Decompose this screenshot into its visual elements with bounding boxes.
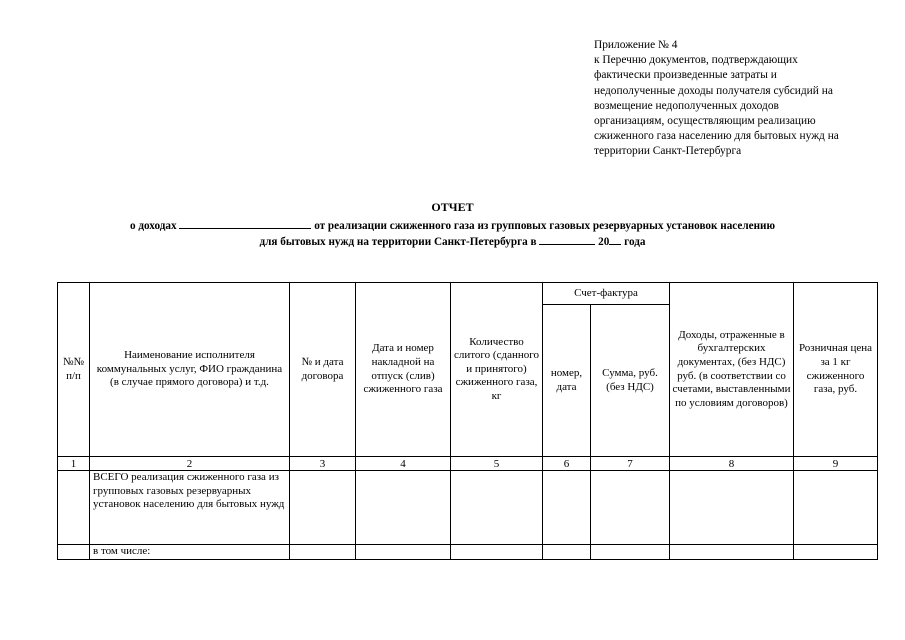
- table-cell: [543, 471, 591, 545]
- header-invoice-number: номер, дата: [543, 305, 591, 457]
- appendix-line: возмещение недополученных доходов: [594, 99, 779, 112]
- table-cell: [451, 471, 543, 545]
- row-including-label: в том числе:: [90, 545, 290, 560]
- appendix-line: Приложение № 4: [594, 39, 678, 51]
- report-line2-end: года: [624, 236, 646, 248]
- organization-blank: [179, 217, 311, 229]
- report-table: [57, 282, 878, 560]
- table-cell: [794, 471, 878, 545]
- year-blank: [609, 233, 621, 245]
- column-number: 9: [794, 457, 878, 471]
- appendix-line: к Перечню документов, подтверждающих: [594, 54, 798, 67]
- table-cell: [451, 545, 543, 560]
- report-line1-start: о доходах: [129, 220, 177, 232]
- report-year-prefix: 20: [598, 236, 610, 248]
- header-name: Наименование исполнителя коммунальных услуг, ФИО гражданина (в случае прямого договора) и т.д.: [90, 283, 290, 457]
- table-cell: [356, 545, 451, 560]
- column-number: 7: [591, 457, 670, 471]
- report-subtitle-line-2: [0, 233, 905, 250]
- report-line1-end: от реализации сжиженного газа из групповых газовых резервуарных установок населению: [314, 220, 776, 232]
- table-cell: [58, 471, 90, 545]
- table-cell: [591, 545, 670, 560]
- month-blank: [539, 233, 595, 245]
- column-number: 6: [543, 457, 591, 471]
- table-cell: [543, 545, 591, 560]
- table-cell: [794, 545, 878, 560]
- report-title: ОТЧЕТ: [431, 200, 474, 214]
- header-quantity: Количество слитого (сданного и принятого) сжиженного газа, кг: [451, 283, 543, 457]
- header-invoice-sum: Сумма, руб. (без НДС): [591, 305, 670, 457]
- table-cell: [290, 545, 356, 560]
- table-cell: [670, 471, 794, 545]
- column-number: 8: [670, 457, 794, 471]
- header-contract: № и дата договора: [290, 283, 356, 457]
- column-number: 4: [356, 457, 451, 471]
- column-number: 2: [90, 457, 290, 471]
- appendix-line: сжиженного газа населению для бытовых нужд на: [594, 130, 839, 143]
- row-total-label: ВСЕГО реализация сжиженного газа из групповых газовых резервуарных установок населению для бытовых нужд: [90, 471, 290, 545]
- appendix-line: недополученные доходы получателя субсидий на: [594, 84, 833, 97]
- column-number: 1: [58, 457, 90, 471]
- report-subtitle-line-1: [0, 217, 905, 234]
- appendix-line: организациям, осуществляющим реализацию: [594, 115, 816, 128]
- header-waybill: Дата и номер накладной на отпуск (слив) сжиженного газа: [356, 283, 451, 457]
- table-cell: [356, 471, 451, 545]
- report-line2-start: для бытовых нужд на территории Санкт-Петербурга в: [259, 236, 537, 248]
- appendix-note: [594, 38, 894, 160]
- column-number: 5: [451, 457, 543, 471]
- table-cell: [290, 471, 356, 545]
- header-income: Доходы, отраженные в бухгалтерских документах, (без НДС) руб. (в соответствии со счетами, выставленными по условиям договоров): [670, 283, 794, 457]
- header-num: №№ п/п: [58, 283, 90, 457]
- appendix-line: территории Санкт-Петербурга: [594, 145, 742, 158]
- header-price: Розничная цена за 1 кг сжиженного газа, руб.: [794, 283, 878, 457]
- appendix-line: фактически произведенные затраты и: [594, 69, 777, 82]
- table-cell: [670, 545, 794, 560]
- table-cell: [58, 545, 90, 560]
- header-invoice: Счет-фактура: [543, 283, 670, 305]
- column-number: 3: [290, 457, 356, 471]
- table-cell: [591, 471, 670, 545]
